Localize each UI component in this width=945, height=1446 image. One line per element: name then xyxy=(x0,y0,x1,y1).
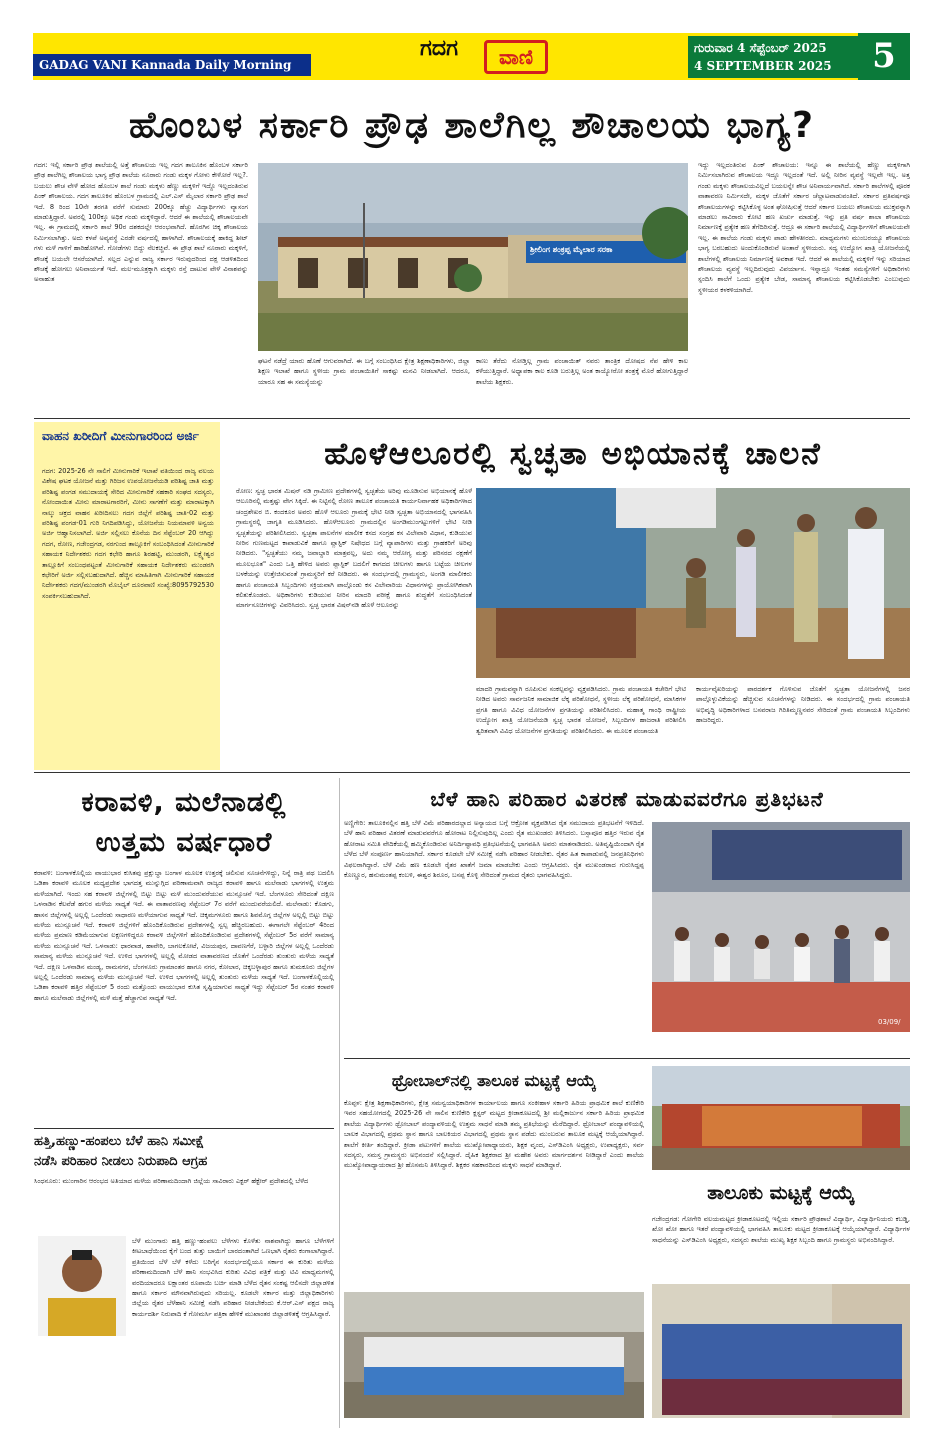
logo-vani: ವಾಣಿ xyxy=(484,40,548,74)
story3-headline-line1: ಕರಾವಳಿ, ಮಲೆನಾಡಲ್ಲಿ xyxy=(81,787,287,818)
page-number: 5 xyxy=(858,33,910,80)
issue-date-en: 4 SEPTEMBER 2025 xyxy=(694,59,832,73)
girls-team-photo xyxy=(652,1284,910,1418)
divider xyxy=(34,1128,334,1129)
story2-col3: ಕಾರ್ಯವೈಖರಿಯನ್ನು ಪಾರದರ್ಶಕ ಗೊಳಿಸುವ ಜೊತೆಗೆ ಸ್ವಚ್ಛತಾ ಯೋಜನೆಗಳಲ್ಲಿ ಜನರ ಪಾಲ್ಗೊಳ್ಳುವಿಕೆಯನ್ನು ಹೆಚ್ಚಿಸುವ ಸೂಚನೆಗಳನ್ನು ನೀಡಿದರು. ಈ ಸಂದರ್ಭದಲ್ಲಿ ಗ್ರಾಮ ಪಂಚಾಯತಿ ಅಭಿವೃದ್ಧಿ ಅಧಿಕಾರಿಗಳಾದ ಬಸವರಾಜ ಗಿರಿತಿಮ್ಮಣ್ಣನವರ ಸೇರಿದಂತೆ ಗ್ರಾಮ ಪಂಚಾಯತಿ ಸಿಬ್ಬಂದಿಗಳು ಹಾಜರಿದ್ದರು. xyxy=(696,685,910,725)
sidebar-title: ವಾಹನ ಖರೀದಿಗೆ ಮೀನುಗಾರರಿಂದ ಅರ್ಜಿ xyxy=(42,429,199,443)
story4-headline-line1: ಹತ್ತಿ,ಹಣ್ಣು-ಹಂಪಲು ಬೆಳೆ ಹಾನಿ ಸಮೀಕ್ಷೆ xyxy=(34,1134,205,1149)
story7-body: ಗಜೇಂದ್ರಗಡ: ಗೋಗೇರಿ ವಲಯಮಟ್ಟದ ಕ್ರೀಡಾಕೂಟದಲ್ಲಿ ಇಲ್ಲಿಯ ಸರ್ಕಾರಿ ಪ್ರೌಢಶಾಲೆ ವಿದ್ಯಾರ್ಥಿ, ವಿದ್ಯಾರ್ಥಿನಿಯರು ಕಬಡ್ಡಿ, ಖೋ ಖೋ ಹಾಗೂ ಇತರೆ ಪಂದ್ಯಾವಳಿಯಲ್ಲಿ ಭಾಗವಹಿಸಿ ತಾಲೂಕು ಮಟ್ಟದ ಕ್ರೀಡಾಕೂಟಕ್ಕೆ ಆಯ್ಕೆಯಾಗಿದ್ದಾರೆ. ವಿದ್ಯಾರ್ಥಿಗಳ ಸಾಧನೆಯನ್ನು ಎಸ್‌ಡಿಎಂಸಿ ಅಧ್ಯಕ್ಷರು, ಸದಸ್ಯರು ಶಾಲೆಯ ಮುಖ್ಯ ಶಿಕ್ಷಕ ಸಿಬ್ಬಂದಿ ಹಾಗೂ ಗ್ರಾಮಸ್ಥರು ಅಭಿನಂದಿಸಿದ್ದಾರೆ. xyxy=(652,1215,910,1244)
issue-date xyxy=(688,36,858,78)
story2-col2: ಮಾದರಿ ಗ್ರಾಮವನ್ನಾಗಿ ರೂಪಿಸುವ ಸಂಕಲ್ಪವನ್ನು ವ್ಯಕ್ತಪಡಿಸಿದರು. ಗ್ರಾಮ ಪಂಚಾಯತಿ ಕಚೇರಿಗೆ ಭೇಟಿ ನೀಡಿದ ಅವರು ಸಾರ್ವಜನಿಕ ಸಾಮಾಜಿಕ ಲೆಕ್ಕ ಪರಿಶೋಧನೆ, ಸ್ಥಳೀಯ ಲೆಕ್ಕ ಪರಿಶೋಧನೆ, ಮಾಸಿಕಗಳ ಪ್ರಗತಿ ಹಾಗೂ ವಿವಿಧ ಯೋಜನೆಗಳ ಪ್ರಗತಿಯನ್ನು ಪರಿಶೀಲಿಸಿದರು. ಮಹಾತ್ಮ ಗಾಂಧಿ ರಾಷ್ಟ್ರೀಯ ಉದ್ಯೋಗ ಖಾತ್ರಿ ಯೋಜನೆಯಡಿ ಸ್ವಚ್ಛ ಭಾರತ ಯೋಜನೆ, ಸಿಬ್ಬಂದಿಗಳ ಹಾಜರಾತಿ ಪರಿಶೀಲಿಸಿ ತ್ವರಿತವಾಗಿ ವಿವಿಧ ಯೋಜನೆಗಳ ಪ್ರಗತಿಯನ್ನು ಪರಿಶೀಲಿಸಿದರು. ಈ ಮೂಲಕ ಪಂಚಾಯತಿ xyxy=(476,685,686,735)
story1-headline: ಹೊಂಬಳ ಸರ್ಕಾರಿ ಪ್ರೌಢ ಶಾಲೆಗಿಲ್ಲ ಶೌಚಾಲಯ ಭಾಗ್ಯ? xyxy=(129,105,815,146)
divider xyxy=(34,418,910,419)
story1-col4: ಇದ್ದು ಇಲ್ಲದಂತಿರುವ ಪಿಂಕ್ ಶೌಚಾಲಯ: ಇನ್ನೂ ಈ ಶಾಲೆಯಲ್ಲಿ ಹೆಣ್ಣು ಮಕ್ಕಳಿಗಾಗಿ ನಿರ್ಮಿಸಲಾಗಿರುವ ಶೌಚಾಲಯ ಇದ್ದೂ ಇಲ್ಲದಂತೆ ಇದೆ. ಅಲ್ಲಿ ನೀರಿನ ವ್ಯವಸ್ಥೆ ಇಲ್ಲವೇ ಇಲ್ಲ. ಅತ್ತ ಗಂಡು ಮಕ್ಕಳು ಶೌಚಾಲಯವಿಲ್ಲದೆ ಬಯಲನ್ನೇ ಶೌಚ ಅನಿವಾರ್ಯವಾಗಿದೆ. ಸರ್ಕಾರಿ ಶಾಲೆಗಳಲ್ಲಿ ಪೂರಕ ವಾತಾವರಣ ನಿರ್ಮಿಸದೇ, ಮಕ್ಕಳ ಜೊತೆಗೆ ಸರ್ಕಾರ ಚೆಲ್ಲಾಟವಾಡುವಂತಿದೆ. ಸರ್ಕಾರ ಪ್ರತಿವರ್ಷವೂ ಶೌಚಾಲಯಗಳನ್ನು ಕಟ್ಟಿಸಿಕೊಳ್ಳ ಅಂತ ಘೋಷಿಸುತ್ತೆ ಆದರೆ ಸರ್ಕಾರ ಬಯಲು ಶೌಚಾಲಯ ಮುಕ್ತವನ್ನಾಗಿ ಮಾಡಲು ಸಾವಿರಾರು ಕೋಟಿ ಹಣ ಖರ್ಚು ಮಾಡುತ್ತೆ. ಇನ್ನು ಪ್ರತಿ ವರ್ಷ ಶಾಲಾ ಶೌಚಾಲಯ ನಿರ್ಮಾಣಕ್ಕೆ ಪ್ರತ್ಯೇಕ ಹಣ ತೆಗೆದಿರಿಸುತ್ತೆ. ಆದ್ರೂ ಈ ಸರ್ಕಾರಿ ಶಾಲೆಯಲ್ಲಿ ವಿದ್ಯಾರ್ಥಿಗಳಿಗೆ ಶೌಚಾಲಯವೇ ಇಲ್ಲ. ಈ ಶಾಲೆಯ ಗಂಡು ಮಕ್ಕಳು ಪಾಡು ಹೇಳತೀರದು. ಮಾಧ್ಯಮಗಳು ಮುಂಬರಯ್ಯೂ ಶೌಚಾಲಯ ಭಾಗ್ಯ ಬರಬಹುದು ಅಂದುಕೊಂಡಿರುವೆ ಅಂತಾರೆ ಸ್ಥಳೀಯರು. ಸದ್ಯ ಉದ್ಯೋಗ ಖಾತ್ರಿ ಯೋಜನೆಯಲ್ಲಿ ಶಾಲೆಗಳಲ್ಲಿ ಶೌಚಾಲಯ ನಿರ್ಮಾಣಕ್ಕೆ ಅವಕಾಶ ಇದೆ. ಆದರೆ ಈ ಶಾಲೆಯಲ್ಲಿ ಮಕ್ಕಳಿಗೆ ಇನ್ನು ಸರಿಯಾದ ಶೌಚಾಲಯ ವ್ಯವಸ್ಥೆ ಇಲ್ಲದಿರುವುದು ವಿಪರ್ಯಾಸ. ಇನ್ನಾದ್ರೂ ಇಂತಹ ಸಮಸ್ಯೆಗಳಿಗೆ ಅಧಿಕಾರಿಗಳು ಸ್ಪಂದಿಸಿ ಶಾಲೆಗೆ ಒಂದು ಪ್ರತ್ಯೇಕ ಬೇಡ, ಸಾಮಾನ್ಯ ಶೌಚಾಲಯ ಕಟ್ಟಿಸಿಕೊಡಬೇಕು ಎಂಬುವುದು ಸ್ಥಳೀಯರ ಕಳಕಳಿಯಾಗಿದೆ. xyxy=(698,161,910,294)
throwball-team-photo xyxy=(344,1292,644,1418)
divider xyxy=(34,772,910,773)
school-sign-text: ಶ್ರೀಲಿಂಗ ಶಂಕ್ರಪ್ಪ ಮೈಲಾರ ಸರಕಾ xyxy=(530,245,613,254)
kabaddi-team-photo xyxy=(652,1066,910,1170)
story3-body: ಕರಾವಳಿ: ಬಂಗಾಳಕೊಲ್ಲಿಯ ವಾಯುಭಾರ ಕುಸಿತವು ಪ್ರಕ್ಷುಬ್ಧಾ ಬಂಗಾಳ ಮೂಲಕ ಉತ್ತರಕ್ಕೆ ಚಲಿಸುವ ಸೂಚನೆಗಳಿದ್ದು, ನಿನ್ನೆ ರಾತ್ರಿ ಪಥ ಬದಲಿಸಿ ಒಡಿಶಾ ಕರಾವಳಿ ಮೂಲಕ ಮಧ್ಯಪ್ರದೇಶ ಭಾಗದತ್ತ ಮುನ್ನುಗ್ಗಿದ ಪರಿಣಾಮವಾಗಿ ರಾಜ್ಯದ ಕರಾವಳಿ ಹಾಗೂ ಮಲೆನಾಡು ಭಾಗಗಳಲ್ಲಿ ಉತ್ತಮ ಮಳೆಯಾಗಿದೆ. ಇಂದು ಸಹ ಕರಾವಳಿ ಜಿಲ್ಲೆಗಳಲ್ಲಿ ಬಿಟ್ಟು ಬಿಟ್ಟು ಮಳೆ ಮುಂದುವರೆಯುವ ಮುನ್ಸೂಚನೆ ಇದೆ. ಬೆಂಗಳೂರು ಸೇರಿದಂತೆ ದಕ್ಷಿಣ ಒಳನಾಡಿನ ಕೆಲವೆಡೆ ಹಗುರ ಮಳೆಯ ಸಾಧ್ಯತೆ ಇದೆ. ಈ ವಾತಾವರಣವು ಸೆಪ್ಟೆಂಬರ್ 7ರ ವರೆಗೆ ಮುಂದುವರೆಯಲಿದೆ. ಮಲೆನಾಡು: ಕೊಡಗು, ಹಾಸನ ಜಿಲ್ಲೆಗಳಲ್ಲಿ ಅಲ್ಲಲ್ಲಿ ಒಂದೆರಡು ಸಾಧಾರಣ ಮಳೆಯಾಗುವ ಸಾಧ್ಯತೆ ಇದೆ. ಚಿಕ್ಕಮಗಳೂರು ಹಾಗೂ ಶಿವಮೊಗ್ಗ ಜಿಲ್ಲೆಗಳ ಅಲ್ಲಲ್ಲಿ ಬಿಟ್ಟು ಬಿಟ್ಟು ಮಳೆಯ ಮುನ್ಸೂಚನೆ ಇದೆ. ಕರಾವಳಿ ಜಿಲ್ಲೆಗಳಿಗೆ ಹೊಂದಿಕೊಂಡಿರುವ ಪ್ರದೇಶಗಳಲ್ಲಿ ಸ್ವಲ್ಪ ಹೆಚ್ಚಿರಬಹುದು. ಈಗಾಗಲೇ ಸೆಪ್ಟೆಂಬರ್ 4ರಿಂದ ಮಳೆಯ ಪ್ರಮಾಣ ಕಡಿಮೆಯಾಗುವ ಲಕ್ಷಣಗಳಿದ್ದರೂ ಕರಾವಳಿ ಜಿಲ್ಲೆಗಳಿಗೆ ಹೊಂದಿಕೊಂಡಿರುವ ಪ್ರದೇಶಗಳಲ್ಲಿ ಸೆಪ್ಟೆಂಬರ್ 5ರ ವರೆಗೆ ಸಾಮಾನ್ಯ ಮಳೆಯ ಮುನ್ಸೂಚನೆ ಇದೆ. ಒಳನಾಡು: ಧಾರವಾಡ, ಹಾವೇರಿ, ಬಾಗಲಕೋಟೆ, ವಿಜಯಪುರ, ದಾವಣಗೆರೆ, ಬಳ್ಳಾರಿ ಜಿಲ್ಲೆಗಳ ಅಲ್ಲಲ್ಲಿ ಒಂದೆರಡು ಸಾಮಾನ್ಯ ಮಳೆಯ ಮುನ್ಸೂಚನೆ ಇದೆ. ಉಳಿದ ಭಾಗಗಳಲ್ಲಿ ಅಲ್ಲಲ್ಲಿ ಮೋಡದ ವಾತಾವರಣದ ಜೊತೆಗೆ ಒಂದೆರಡು ತುಂತುರು ಮಳೆಯ ಸಾಧ್ಯತೆ ಇದೆ. ದಕ್ಷಿಣ ಒಳನಾಡಿನ ಮಂಡ್ಯ, ರಾಮನಗರ, ಬೆಂಗಳೂರು ಗ್ರಾಮಾಂತರ ಹಾಗೂ ನಗರ, ಕೋಲಾರ, ಚಿಕ್ಕಬಳ್ಳಾಪುರ ಹಾಗೂ ತುಮಕೂರು ಜಿಲ್ಲೆಗಳ ಅಲ್ಲಲ್ಲಿ ಒಂದೆರಡು ಸಾಮಾನ್ಯ ಮಳೆಯ ಮುನ್ಸೂಚನೆ ಇದೆ. ಉಳಿದ ಭಾಗಗಳಲ್ಲಿ ಅಲ್ಲಲ್ಲಿ ತುಂತುರು ಮಳೆಯ ಸಾಧ್ಯತೆ ಇದೆ. ಬಂಗಾಳಕೊಲ್ಲಿಯಲ್ಲಿ ಒಡಿಶಾ ಕರಾವಳಿ ಹತ್ತಿರ ಸೆಪ್ಟೆಂಬರ್ 5 ರಂದು ಮತ್ತೊಂದು ವಾಯುಭಾರ ಕುಸಿತ ಸೃಷ್ಟಿಯಾಗುವ ಸಾಧ್ಯತೆ ಇದ್ದು ಸೆಪ್ಟೆಂಬರ್ 5ರ ನಂತರ ಕರಾವಳಿ ಹಾಗೂ ಮಲೆನಾಡು ಜಿಲ್ಲೆಗಳಲ್ಲಿ ಮಳೆ ಮತ್ತೆ ಹೆಚ್ಚಾಗುವ ಸಾಧ್ಯತೆ ಇದೆ. xyxy=(34,869,334,1002)
story5-body: ಅಣ್ಣಿಗೇರಿ: ತಾಲೂಕಿನಲ್ಲಿನ ಹತ್ತಿ ಬೆಳೆ ವಿಮೆ ಪರಿಹಾರದಲ್ಲಾದ ಅನ್ಯಾಯದ ಬಗ್ಗೆ ಆಕ್ರೋಶ ವ್ಯಕ್ತಪಡಿಸಿದ ರೈತ ಸಮುದಾಯ ಪ್ರತಿಭಟನೆಗೆ ಇಳಿದಿದೆ. ಬೆಳೆ ಹಾನಿ ಪರಿಹಾರ ವಿತರಣೆ ಮಾಡುವವರೆಗೂ ಹೋರಾಟ ನಿಲ್ಲಿಸುವುದಿಲ್ಲ ಎಂದು ರೈತ ಮುಖಂಡರು ತಿಳಿಸಿದರು. ಬಸ್ಸಾಪೂರ ಹತ್ತಿರ ಇರುವ ರೈತ ಹೋರಾಟ ಸಮಿತಿ ವೇದಿಕೆಯಲ್ಲಿ ಹಮ್ಮಿಕೊಂಡಿರುವ ಅನಿರ್ದಿಷ್ಟಾವಧಿ ಪ್ರತಿಭಟನೆಯಲ್ಲಿ ಭಾಗವಹಿಸಿ ಅವರು ಮಾತನಾಡಿದರು. ಅತಿವೃಷ್ಟಿಯಿಂದಾಗಿ ರೈತ ಬೆಳೆದ ಬೆಳೆ ಸಂಪೂರ್ಣ ಹಾನಿಯಾಗಿದೆ. ಸರ್ಕಾರ ಕೂಡಲೇ ಬೆಳೆ ಸಮೀಕ್ಷೆ ನಡೆಸಿ ಪರಿಹಾರ ನೀಡಬೇಕು. ರೈತರ ಹಿತ ಕಾಪಾಡುವಲ್ಲಿ ಜನಪ್ರತಿನಿಧಿಗಳು ವಿಫಲರಾಗಿದ್ದಾರೆ. ಬೆಳೆ ವಿಮೆ ಹಣ ಕೂಡಲೇ ರೈತರ ಖಾತೆಗೆ ಜಮಾ ಮಾಡಬೇಕು ಎಂದು ಆಗ್ರಹಿಸಿದರು. ರೈತ ಮುಖಂಡರಾದ ಗುರುಸಿದ್ದಪ್ಪ ಕೊಣ್ಣೂರ, ಹನುಮಂತಪ್ಪ ಕಂಬಳಿ, ಈಶ್ವರ ಶಿರೂರ, ಬಸಪ್ಪ ಕೊಳ್ಳಿ ಸೇರಿದಂತೆ ಗ್ರಾಮದ ರೈತರು ಭಾಗವಹಿಸಿದ್ದರು. xyxy=(344,819,644,880)
kabaddi-team-image xyxy=(652,1066,910,1170)
story5-headline: ಬೆಳೆ ಹಾನಿ ಪರಿಹಾರ ವಿತರಣೆ ಮಾಡುವವರೆಗೂ ಪ್ರತಿಭಟನೆ xyxy=(430,787,824,811)
story6-headline: ಥ್ರೋಬಾಲ್‌ನಲ್ಲಿ ತಾಲೂಕ ಮಟ್ಟಕ್ಕೆ ಆಯ್ಕೆ xyxy=(391,1071,597,1090)
story2-headline: ಹೊಳೆಆಲೂರಲ್ಲಿ ಸ್ವಚ್ಛತಾ ಅಭಿಯಾನಕ್ಕೆ ಚಾಲನೆ xyxy=(324,436,822,472)
logo-gadaga: ಗದಗ xyxy=(420,36,459,61)
protest-image xyxy=(652,822,910,1032)
story3-headline-line2: ಉತ್ತಮ ವರ್ಷಧಾರೆ xyxy=(95,827,273,858)
story4-body: ಬೆಳೆ ಮುಂಗಾರು ಹತ್ತಿ ಹಣ್ಣು-ಹಂಪಲು ಬೆಳೆಗಳು ಕೊಳೆತು ನಾಶವಾಗಿದ್ದು ಹಾಗೂ ಬೆಳೆಗಳಿಗೆ ಕೀಟಬಾಧೆಯಿಂದ ಕೈಗೆ ಬಂದ ತುತ್ತು ಬಾಯಿಗೆ ಬಾರದಂತಾಗಿದೆ ಒಣಭಾಗಿ ರೈತರು ಕಂಗಾಲಾಗಿದ್ದಾರೆ. ಪ್ರತಿಯಿಂದ ಬೆಳೆ ಬೆಳೆ ಕಳೆದು ಬರಿಗೈನ ಸಂದರ್ಭದಲ್ಲಿಯೂ ಸರ್ಕಾರ ಈ ಕುರಿತು ಮಳೆಯ ಪರಿಣಾಮದಿಂದಾಗಿ ಬೆಳೆ ಹಾನಿ ಸಂಭವಿಸಿದ ಕುರಿತು ವಿವಿಧ ಪತ್ರಿಕೆ ಮತ್ತು ಟಿವಿ ಮಾಧ್ಯಮಗಳಲ್ಲಿ ವರದಿಯಾದರೂ ಲಕ್ಷಾಂತರ ರೂಪಾಯಿ ಬರ್ಚಿ ಮಾಡಿ ಬೆಳೆದ ರೈತನ ಸಂಕಷ್ಟ ಆಲಿಸದೇ ಜಿಲ್ಲಾಡಳಿತ ಹಾಗೂ ಸರ್ಕಾರ ಮೌನವಾಗಿರುವುದು ಸರಿಯಲ್ಲ. ಕೂಡಲೇ ಸರ್ಕಾರ ಮತ್ತು ಜಿಲ್ಲಾಧಿಕಾರಿಗಳು ಜಿಲ್ಲೆಯ ರೈತರ ಬೆಳೆಹಾನಿ ಸಮೀಕ್ಷೆ ನಡೆಸಿ ಪರಿಹಾರ ನೀಡಬೇಕೆಂದು ಕೆ.ಆರ್.ಎಸ್ ಪಕ್ಷದ ರಾಜ್ಯ ಕಾರ್ಯದರ್ಶಿ ನಿರುಪಾದಿ ಕೆ ಗೋಮರ್ಸಿ ಪತ್ರಿಕಾ ಹೇಳಿಕೆ ಮುಖಾಂತರ ಜಿಲ್ಲಾಡಳಿತಕ್ಕೆ ಆಗ್ರಹಿಸಿದ್ದಾರೆ. xyxy=(132,1237,334,1318)
throwball-team-image xyxy=(344,1292,644,1418)
photo-date-stamp: 03/09/ xyxy=(878,1018,901,1026)
story2-col1: ರೋಣ: ಸ್ವಚ್ಛ ಭಾರತ ಮಿಷನ್ ನಡಿ ಗ್ರಾಮೀಣ ಪ್ರದೇಶಗಳಲ್ಲಿ ಸ್ವಚ್ಛತೆಯ ಅರಿವು ಮೂಡಿಸುವ ಅಭಿಯಾನಕ್ಕೆ ಹೊಳೆ ಆಲೂರಿನಲ್ಲಿ ಮತ್ತಷ್ಟು ವೇಗ ಸಿಕ್ಕಿದೆ. ಈ ನಿಟ್ಟಿನಲ್ಲಿ ರೋಣ ತಾಲೂಕ ಪಂಚಾಯತಿ ಕಾರ್ಯನಿರ್ವಾಹಕ ಅಧಿಕಾರಿಗಳಾದ ಚಂದ್ರಶೇಖರ ಬಿ. ಕಂದಕೂರ ಅವರು ಹೊಳೆ ಆಲೂರು ಗ್ರಾಮಕ್ಕೆ ಭೇಟಿ ನೀಡಿ ಸ್ವಚ್ಛತಾ ಅಭಿಯಾನದಲ್ಲಿ ಭಾಗವಹಿಸಿ ಗ್ರಾಮಸ್ಥರಲ್ಲಿ ಜಾಗೃತಿ ಮೂಡಿಸಿದರು. ಹೊಳೆಆಲೂರು ಗ್ರಾಮದಲ್ಲಿನ ಅಂಗಡಿಮುಂಗಟ್ಟುಗಳಿಗೆ ಭೇಟಿ ನೀಡಿ ಸ್ವಚ್ಛತೆಯನ್ನು ಪರಿಶೀಲಿಸಿದರು. ಸ್ವಚ್ಛತಾ ಪಾಲನೆಗಳ ಮಾಲೀಕ ಕಸದ ಸಂಗ್ರಹ ಕಸ ವಿಲೇವಾರಿ ವಿಧಾನ, ಕುಡಿಯುವ ನೀರಿನ ಗುಣಮಟ್ಟದ ಕಾಪಾಡುವಿಕೆ ಹಾಗೂ ಪ್ಲಾಸ್ಟಿಕ್ ನಿಷೇಧದ ಬಗ್ಗೆ ವ್ಯಾಪಾರಿಗಳು ಮತ್ತು ಗ್ರಾಹಕರಿಗೆ ಅರಿವು ನೀಡಿದರು. "ಸ್ವಚ್ಛತೆಯು ನಮ್ಮ ಜವಾಬ್ದಾರಿ ಮಾತ್ರವಲ್ಲ, ಅದು ನಮ್ಮ ಆರೋಗ್ಯ ಮತ್ತು ಪರಿಸರದ ರಕ್ಷಣೆಗೆ ಮೂಲಭೂತ" ಎಂದು ಒತ್ತಿ ಹೇಳಿದ ಅವರು ಪ್ಲಾಸ್ಟಿಕ್ ಬದಲಿಗೆ ಕಾಗದದ ಚೀಲಗಳು ಹಾಗೂ ಬಟ್ಟೆಯ ಚೀಲಗಳ ಬಳಕೆಯನ್ನು ಉತ್ತೇಜಿಸುವಂತೆ ಗ್ರಾಮಸ್ಥರಿಗೆ ಕರೆ ನೀಡಿದರು. ಈ ಸಂದರ್ಭದಲ್ಲಿ ಗ್ರಾಮಸ್ಥರು, ಅಂಗಡಿ ಮಾಲೀಕರು ಹಾಗೂ ಪಂಚಾಯತಿ ಸಿಬ್ಬಂದಿಗಳು ಸಕ್ರಿಯವಾಗಿ ಪಾಲ್ಗೊಂಡು ಕಸ ವಿಲೇವಾರಿಯ ವಿಧಾನಗಳನ್ನು ಪ್ರಾಯೋಗಿಕವಾಗಿ ಕಲಿತುಕೊಂಡರು. ಅಧಿಕಾರಿಗಳು ಕುಡಿಯುವ ನೀರಿನ ಮಾದರಿ ಪರೀಕ್ಷೆ ಹಾಗೂ ಶುದ್ಧತೆಗೆ ಸಂಬಂಧಿಸಿದಂತೆ ಮಾರ್ಗಸೂಚಿಗಳನ್ನು ವಿವರಿಸಿದರು. ಸ್ವಚ್ಛ ಭಾರತ ವಿಷನ್‌ನಡಿ ಹೊಳೆ ಆಲೂರನ್ನು xyxy=(236,487,472,610)
cleanliness-drive-photo xyxy=(476,488,910,678)
story7-headline: ತಾಲೂಕು ಮಟ್ಟಕ್ಕೆ ಆಯ್ಕೆ xyxy=(707,1182,855,1204)
portrait-photo xyxy=(38,1236,126,1336)
issue-date-kn: ಗುರುವಾರ 4 ಸೆಪ್ಟೆಂಬರ್ 2025 xyxy=(694,41,827,55)
school-photo xyxy=(258,163,688,351)
story1-col2: ಘಟನೆ ನಡೆದ್ರೆ ಯಾರು ಹೊಣೆ ಆಗುವರಾಗಿದೆ. ಈ ಬಗ್ಗೆ ಸಂಬಂಧಿಸಿದ ಕ್ಷೇತ್ರ ಶಿಕ್ಷಣಾಧಿಕಾರಿಗಳು, ಜಿಲ್ಲಾ ಶಿಕ್ಷಣ ಇಲಾಖೆ ಹಾಗೂ ಸ್ಥಳೀಯ ಗ್ರಾಮ ಪಂಚಾಯಿತಿಗೆ ಸಾಕಷ್ಟು ಮನವಿ ನೀಡಲಾಗಿದೆ. ಆದರೂ, ಯಾರೂ ಸಹ ಈ ಸಮಸ್ಯೆಯನ್ನು xyxy=(258,357,470,386)
story1-col1: ಗದಗ: ಇಲ್ಲಿ ಸರ್ಕಾರಿ ಪ್ರೌಢ ಶಾಲೆಯಲ್ಲಿ ಅತ್ತೆ ಶೌಚಾಲಯ ಇಲ್ಲ ಗದಗ ತಾಲೂಕಿನ ಹೊಂಬಳ ಸರ್ಕಾರಿ ಪ್ರೌಢ ಶಾಲೆಗಿಲ್ಲ ಶೌಚಾಲಯ ಭಾಗ್ಯ ಪ್ರೌಢ ಶಾಲೆಯ ನೂರಾರು ಗಂಡು ಮಕ್ಕಳ ಗೋಳು ಕೇಳೋರೆ ಇಲ್ಲ?. ಬಯಲು ಶೌಚ ವೇಳೆ ಹೋದ ಹೊಂಬಳ ಶಾಲೆ ಗಂಡು ಮಕ್ಕಳು ಹೆಣ್ಣು ಮಕ್ಕಳಿಗೆ ಇದ್ದೊ ಇಲ್ಲದಂತಿರುವ ಪಿಂಕ್ ಶೌಚಾಲಯ. ಗದಗ ತಾಲೂಕಿನ ಹೊಂಬಳ ಗ್ರಾಮದಲ್ಲಿ ಎಲ್.ಎಸ್ ಮೈಲಾರ ಸರ್ಕಾರಿ ಪ್ರೌಢ ಶಾಲೆ ಇದೆ. 8 ರಿಂದ 10ನೇ ತರಗತಿ ವರೆಗೆ ಸುಮಾರು 200ಕ್ಕೂ ಹೆಚ್ಚು ವಿದ್ಯಾರ್ಥಿಗಳು ವ್ಯಾಸಂಗ ಮಾಡುತ್ತಿದ್ದಾರೆ. ಅವರಲ್ಲಿ 100ಕ್ಕೂ ಅಧಿಕ ಗಂಡು ಮಕ್ಕಳಿದ್ದಾರೆ. ಆದರೆ ಈ ಶಾಲೆಯಲ್ಲಿ ಶೌಚಾಲಯವೇ ಇಲ್ಲ. ಈ ಗ್ರಾಮದಲ್ಲಿ ಸರ್ಕಾರಿ ಶಾಲೆ 90ರ ದಶಕದಲ್ಲೇ ಆರಂಭವಾಗಿದೆ. ಹೊರಗಿನ ಚಿಕ್ಕ ಶೌಚಾಲಯ ನಿರ್ಮಿಸಲಾಗಿತ್ತು. ಅದು ಕಳಪೆ ಅವ್ಯವಸ್ಥೆ ಎರಡೇ ವರ್ಷದಲ್ಲಿ ಹಾಳಾಗಿದೆ. ಶೌಚಾಲಯಕ್ಕೆ ಹಾಕಿದ್ದ ಶೀಟ್ ಗಳು ಮಳೆ ಗಾಳಿಗೆ ಹಾರಿಹೋಗಿವೆ. ಗೋಡೆಗಳು ಬಿದ್ದು ನೆಲಕಚ್ಚಿವೆ. ಈ ಪ್ರೌಢ ಶಾಲೆ ನೂರಾರು ಮಕ್ಕಳಿಗೆ, ಶೌಚಕ್ಕೆ ಬಯಲೇ ಆಸರೆಯಾಗಿದೆ. ಸಲ್ಲದ ಎನ್ನುವ ರಾಜ್ಯ ಸರ್ಕಾರ ಇರುವುದರಿಂದ ದಕ್ಷ ಆಡಳಿತದಿಂದ ಶೌಚಕ್ಕೆ ಹೋಗಲು ಅನಿವಾರ್ಯತೆ ಇದೆ. ಮಲ-ಮೂತ್ರಕ್ಕಾಗಿ ಮಕ್ಕಳು ರಸ್ತೆ ದಾಟುವ ವೇಳೆ ವಿನಾಶವನ್ನು ಅನಾಹುತ xyxy=(34,161,248,284)
story4-intro: ಸಿಂಧನೂರು: ಮುಂಗಾರಿನ ಆರಂಭದ ಅತಿಯಾದ ಮಳೆಯ ಪರಿಣಾಮದಿಂದಾಗಿ ಜಿಲ್ಲೆಯ ಸಾವಿರಾರು ಎಕ್ಟರ್ ಹೆಕ್ಟೇರ್ ಪ್ರದೇಶದಲ್ಲಿ ಬೆಳೆದ xyxy=(34,1177,309,1185)
story1-col3: ಕಾಣು ತೆರೆದು ನೋಡ್ತಿಲ್ಲ ಗ್ರಾಮ ಪಂಚಾಯಿತ್ ನವರು ತಾಂತ್ರಿಕ ದೋಷದ ನೆಪ ಹೇಳಿ ಕಾಲ ಕಳೆಯುತ್ತಿದ್ದಾರೆ. ಅಧ್ಯಾಪಕಾ ಕಾಲ ಕೂಡಿ ಬರುತ್ತಿಲ್ಲ ಅಂತ ಕಾಯ್ಯೋರೋ ತಂತ್ರಕ್ಕೆ ಮೊರೆ ಹೋಗುತ್ತಿದ್ದಾರೆ ಶಾಲೆಯ ಶಿಕ್ಷಕರು. xyxy=(476,357,688,386)
girls-team-image xyxy=(652,1284,910,1418)
edition-label: GADAG VANI Kannada Daily Morning xyxy=(33,54,311,76)
story6-body: ಕೊಪ್ಪಳ: ಕ್ಷೇತ್ರ ಶಿಕ್ಷಣಾಧಿಕಾರಿಗಳು, ಕ್ಷೇತ್ರ ಸಮನ್ವಯಾಧಿಕಾರಿಗಳ ಕಾರ್ಯಾಲಯ ಹಾಗೂ ಸಂಕೀಹಾಳ ಸರ್ಕಾರಿ ಹಿರಿಯ ಪ್ರಾಥಮಿಕ ಶಾಲೆ ಕುಣಿಕೇರಿ ಇವರ ಸಹಯೋಗದಲ್ಲಿ 2025-26 ನೇ ಸಾಲಿನ ಕುಣಿಕೇರಿ ಕ್ಲಸ್ಟರ್ ಮಟ್ಟದ ಕ್ರೀಡಾಕೂಟದಲ್ಲಿ ಶ್ರೀ ಮಲ್ಲಿಕಾರ್ಜುನ ಸರ್ಕಾರಿ ಹಿರಿಯ ಪ್ರಾಥಮಿಕ ಶಾಲೆಯ ವಿದ್ಯಾರ್ಥಿಗಳು ಥ್ರೋಬಾಲ್ ಪಂದ್ಯಾವಳಿಯಲ್ಲಿ ಉತ್ತಮ ಸಾಧನೆ ಮಾಡಿ ತಮ್ಮ ಪ್ರತಿಭೆಯನ್ನು ಮೆರೆದಿದ್ದಾರೆ. ಥ್ರೋಬಾಲ್ ಪಂದ್ಯಾವಳಿಯಲ್ಲಿ ಬಾಲಕ ವಿಭಾಗದಲ್ಲಿ ಪ್ರಥಮ ಸ್ಥಾನ ಹಾಗೂ ಬಾಲಕಿಯರ ವಿಭಾಗದಲ್ಲಿ ಪ್ರಥಮ ಸ್ಥಾನ ಪಡೆದು ಮುಂಬರುವ ತಾಲೂಕ ಮಟ್ಟಕ್ಕೆ ಆಯ್ಕೆಯಾಗಿದ್ದಾರೆ. ಶಾಲೆಗೆ ಕೀರ್ತಿ ತಂದಿದ್ದಾರೆ. ಕ್ರೀಡಾ ಪಟುಗಳಿಗೆ ಶಾಲೆಯ ಮುಖ್ಯೋಪಾಧ್ಯಾಯರು, ಶಿಕ್ಷಕ ವೃಂದ, ಎಸ್‌ಡಿಎಂಸಿ ಅಧ್ಯಕ್ಷರು, ಉಪಾಧ್ಯಕ್ಷರು, ಸರ್ವ ಸದಸ್ಯರು, ಸಮಸ್ತ ಗ್ರಾಮಸ್ಥರು ಅಭಿನಂದನೆ ಸಲ್ಲಿಸಿದ್ದಾರೆ. ದೈಹಿಕ ಶಿಕ್ಷಕರಾದ ಶ್ರೀ ಮಹೇಶ ಅವರು ಮಾರ್ಗದರ್ಶನ ನೀಡಿದ್ದಾರೆ ಎಂದು ಶಾಲೆಯ ಮುಖ್ಯೋಪಾಧ್ಯಾಯರಾದ ಶ್ರೀ ಹೊಸಮನಿ ತಿಳಿಸಿದ್ದಾರೆ. ಶಿಕ್ಷಕರ ಸಹಕಾರದಿಂದ ಮಕ್ಕಳು ಸಾಧನೆ ಮಾಡಿದ್ದಾರೆ. xyxy=(344,1099,644,1170)
person-portrait-image xyxy=(38,1236,126,1336)
sidebar-body: ಗದಗ: 2025-26 ನೇ ಸಾಲಿಗೆ ಮೀನುಗಾರಿಕೆ ಇಲಾಖೆ ವತಿಯಿಂದ ರಾಜ್ಯ ವಲಯ ವಿಶೇಷ ಘಟಕ ಯೋಜನೆ ಮತ್ತು ಗಿರಿಜನ ಉಪಯೋಜನೆಯಡಿ ಪರಿಶಿಷ್ಟ ಜಾತಿ ಮತ್ತು ಪರಿಶಿಷ್ಟ ಪಂಗಡ ಸಮುದಾಯಕ್ಕೆ ಸೇರಿದ ಮೀನುಗಾರಿಕೆ ಸಹಕಾರಿ ಸಂಘದ ಸದಸ್ಯರು, ನೋಂದಾಯಿತ ಮೀನು ಮಾರಾಟಗಾರರಿಗೆ, ಮೀನು ಸಾಗಣೆಗೆ ಮತ್ತು ಮಾರಾಟಕ್ಕಾಗಿ ನಾಲ್ಕು ಚಕ್ರದ ವಾಹನ ಖರೀದಿಸಲು ಗದಗ ಜಿಲ್ಲೆಗೆ ಪರಿಶಿಷ್ಟ ಜಾತಿ-02 ಮತ್ತು ಪರಿಶಿಷ್ಟ ಪಂಗಡ-01 ಗುರಿ ನಿಗದಿಪಡಿಸಿದ್ದು, ಯೋಜನೆಯ ನಿಯಮಾವಳಿ ಅನ್ವಯ ಅರ್ಜಿ ಆಹ್ವಾನಿಸಲಾಗಿದೆ. ಅರ್ಜಿ ಸಲ್ಲಿಸಲು ಕೊನೆಯ ದಿನ ಸೆಪ್ಟೆಂಬರ್ 20 ಆಗಿದ್ದು ಗದಗ, ರೋಣ, ಗಜೇಂದ್ರಗಡ, ನರಗುಂದ ತಾಲ್ಲೂಕಿಗೆ ಸಂಬಂಧಿಸಿದಂತೆ ಮೀನುಗಾರಿಕೆ ಸಹಾಯಕ ನಿರ್ದೇಶಕರು ಗದಗ ಕಛೇರಿ ಹಾಗೂ ಶಿರಹಟ್ಟಿ, ಮುಂಡರಗಿ, ಲಕ್ಷ್ಮೇಶ್ವರ ತಾಲ್ಲೂಕಿಗೆ ಸಂಬಂಧಪಟ್ಟಂತೆ ಮೀನುಗಾರಿಕೆ ಸಹಾಯಕ ನಿರ್ದೇಶಕರು ಮುಂಡರಗಿ ಕಛೇರಿಗೆ ಅರ್ಜಿ ಸಲ್ಲಿಸಬಹುದಾಗಿದೆ. ಹೆಚ್ಚಿನ ಮಾಹಿತಿಗಾಗಿ ಮೀನುಗಾರಿಕೆ ಸಹಾಯಕ ನಿರ್ದೇಶಕರು ಗದಗ/ಮುಂಡರಗಿ ಮೊಬೈಲ್ ದೂರವಾಣಿ ಸಂಖ್ಯೆ:8095792530 ಸಂಪರ್ಕಿಸಬಹುದಾಗಿದೆ. xyxy=(42,467,214,600)
cleanliness-drive-image xyxy=(476,488,910,678)
story4-headline-line2: ನಡೆಸಿ ಪರಿಹಾರ ನೀಡಲು ನಿರುಪಾದಿ ಆಗ್ರಹ xyxy=(34,1154,208,1169)
protest-photo xyxy=(652,822,910,1032)
divider xyxy=(344,1058,910,1059)
column-rule xyxy=(339,778,340,1428)
